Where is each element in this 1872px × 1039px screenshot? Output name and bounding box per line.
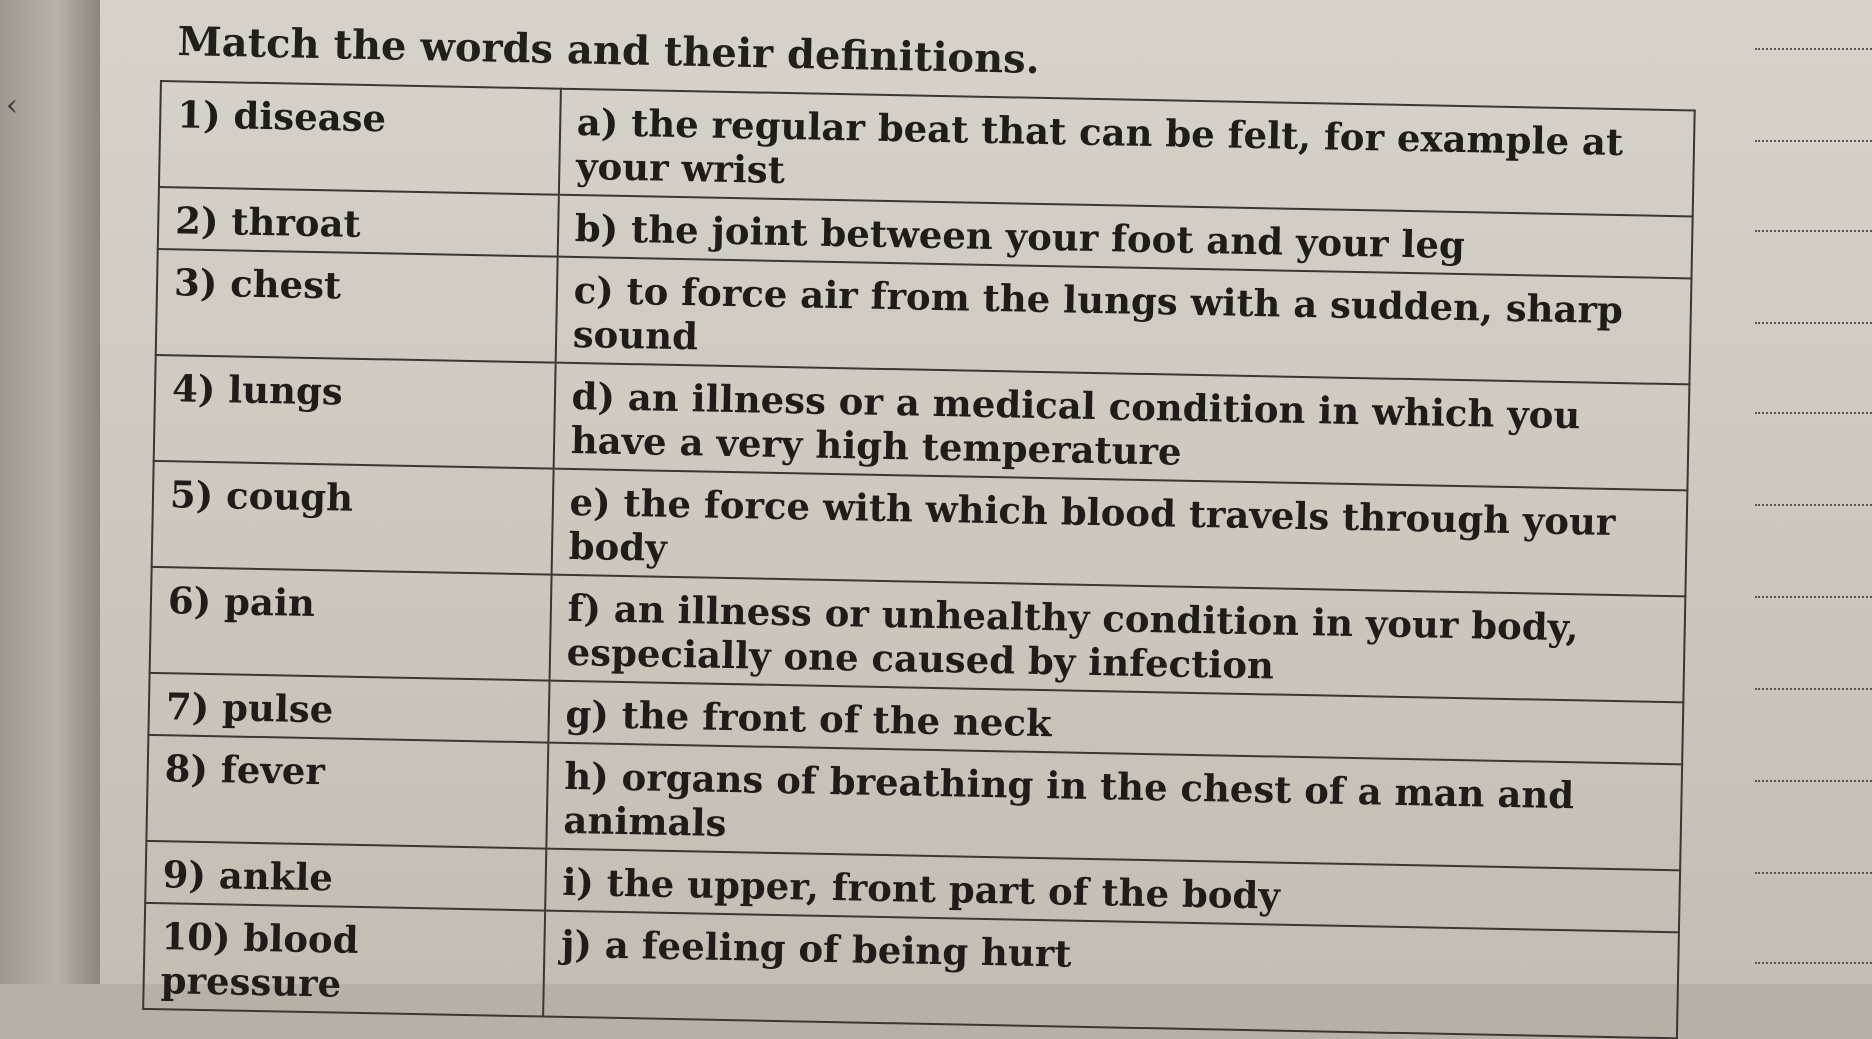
- definition-cell: g) the front of the neck: [548, 681, 1683, 765]
- term-cell: 1) disease: [159, 81, 561, 195]
- page-edge-mark: ‹: [6, 88, 18, 123]
- answer-dotted-line: [1755, 962, 1872, 964]
- answer-dotted-line: [1755, 780, 1872, 782]
- term-cell: 4) lungs: [154, 355, 556, 469]
- answer-dotted-line: [1755, 412, 1872, 414]
- facing-page-edge: [0, 0, 100, 984]
- definition-cell: b) the joint between your foot and your leg: [557, 195, 1692, 279]
- term-cell: 2) throat: [158, 187, 559, 257]
- answer-dotted-line: [1755, 688, 1872, 690]
- answer-dotted-line: [1755, 140, 1872, 142]
- term-cell: 3) chest: [156, 249, 558, 363]
- definition-cell: j) a feeling of being hurt: [543, 911, 1679, 1039]
- definition-cell: h) organs of breathing in the chest of a man and animals: [546, 743, 1682, 871]
- answer-dotted-line: [1755, 596, 1872, 598]
- term-cell: 6) pain: [150, 567, 552, 681]
- matching-table-wrapper: [142, 80, 1696, 1039]
- definition-cell: e) the force with which blood travels through your body: [551, 469, 1687, 597]
- definition-cell: i) the upper, front part of the body: [545, 849, 1680, 933]
- exercise-instruction: Match the words and their definitions.: [177, 18, 1041, 84]
- definition-cell: d) an illness or a medical condition in which you have a very high temperature: [553, 363, 1689, 491]
- answer-dotted-line: [1755, 322, 1872, 324]
- answer-dotted-line: [1755, 48, 1872, 50]
- answer-dotted-line: [1755, 230, 1872, 232]
- answer-dotted-line: [1755, 872, 1872, 874]
- matching-table: [142, 80, 1696, 1039]
- textbook-page: [100, 0, 1872, 1006]
- answer-dotted-line: [1755, 504, 1872, 506]
- term-cell: 5) cough: [152, 461, 554, 575]
- definition-cell: a) the regular beat that can be felt, for example at your wrist: [559, 89, 1695, 217]
- definition-cell: f) an illness or unhealthy condition in your body, especially one caused by infection: [549, 575, 1685, 703]
- term-cell: 8) fever: [146, 735, 548, 849]
- term-cell: 10) blood pressure: [143, 903, 545, 1017]
- definition-cell: c) to force air from the lungs with a sudden, sharp sound: [555, 257, 1691, 385]
- term-cell: 7) pulse: [148, 673, 549, 743]
- term-cell: 9) ankle: [145, 841, 546, 911]
